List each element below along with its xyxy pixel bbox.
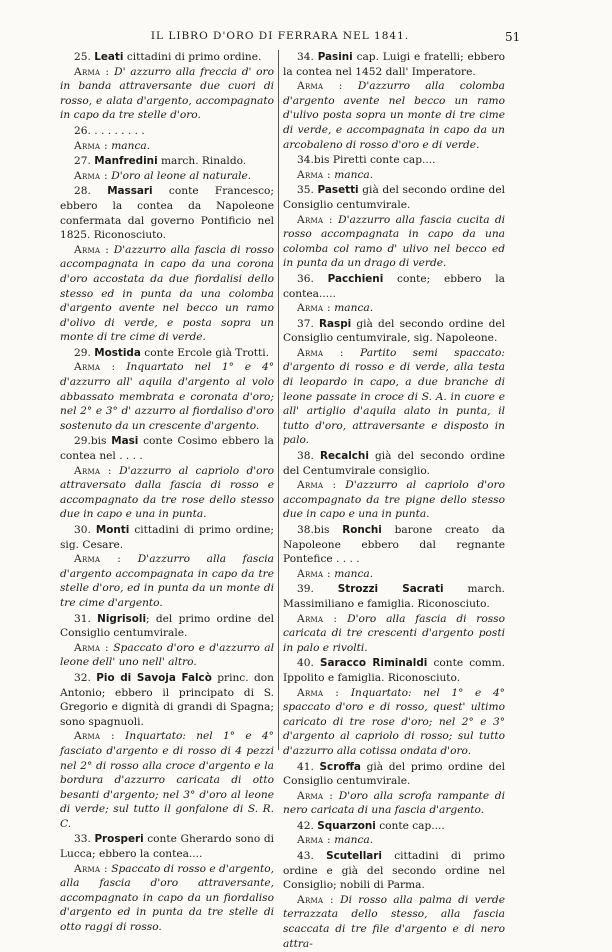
family-name: Saracco Riminaldi xyxy=(319,657,428,670)
family-name: Scutellari xyxy=(326,850,382,863)
coat-of-arms xyxy=(283,893,505,951)
blazon-text: D'azzurro alla fascia d'argento accompagnata in capo da tre stelle d'oro, ed in punta da un monte di tre cime d'argento. xyxy=(60,553,274,609)
arma-label: Arma : xyxy=(74,553,122,566)
entry-description: cap. Luigi e fratelli; ebbero la contea nel 1452 dall' Imperatore. xyxy=(283,51,506,78)
family-entry xyxy=(60,612,274,670)
blazon-text: Partito semi spaccato: d'argento di rosso e di verde, alla testa di leopardo in capo, a due branche di leone passate in croce di S. A. in cuore e all' artiglio d'aquila alato in punta, il tutto d'oro, attraversante e disposto in palo. xyxy=(283,346,505,447)
coat-of-arms xyxy=(283,686,505,759)
coat-of-arms xyxy=(283,168,505,183)
running-header: IL LIBRO D'ORO DI FERRARA NEL 1841. xyxy=(150,30,410,42)
entry-description: già del secondo ordine del Consiglio centumvirale, sig. Napoleone. xyxy=(283,317,506,345)
coat-of-arms xyxy=(283,213,505,271)
entry-description: barone creato da Napoleone ebbero dal regnante Pontefice . . . . xyxy=(283,524,505,566)
family-name: Raspi xyxy=(319,317,352,330)
family-entry xyxy=(283,760,505,818)
entry-number: 41. xyxy=(297,760,314,773)
coat-of-arms xyxy=(283,612,505,656)
family-entry xyxy=(60,523,274,611)
entry-heading xyxy=(283,50,505,79)
blazon-text: D'azzurro alla colomba d'argento avente nel becco un ramo d'ulivo posta sopra un monte di tre cime di verde, e accompagnata in capo da un arcobaleno di rosso d'oro e di verde. xyxy=(283,80,505,151)
entry-number: 33. xyxy=(74,833,91,846)
entry-heading xyxy=(283,317,505,346)
entry-description: conte Cosimo ebbero la contea nel . . . . xyxy=(60,435,274,463)
blazon-text: D'azzurro alla fascia di rosso accompagnata in capo da una corona d'oro accostata da due fiordalisi dello stesso ed in punta da una colomba d'argento avente nel becco un ramo d'olivo di verde, e posta sopra un monte di tre cime di verde. xyxy=(60,243,274,344)
family-entry xyxy=(60,346,274,434)
family-name: Prosperi xyxy=(94,833,144,846)
blazon-text: D'azzurro al capriolo d'oro accompagnato da tre pigne dello stesso due in capo e una in punta. xyxy=(283,479,505,521)
entry-description: ; del primo ordine del Consiglio centumvirale. xyxy=(60,612,275,640)
family-name: Pasini xyxy=(317,51,353,63)
coat-of-arms xyxy=(283,478,505,522)
entry-heading xyxy=(283,523,505,567)
entry-description: cittadini di primo ordine e già del secondo ordine nel Consiglio; nobili di Parma. xyxy=(283,850,505,892)
family-entry xyxy=(283,317,505,448)
entry-heading xyxy=(60,523,274,552)
arma-label: Arma : xyxy=(74,641,109,654)
entry-description: princ. don Antonio; ebbero il principato di S. Gregorio e dignità di grandi di Spagna; sono spagnuoli. xyxy=(60,671,274,728)
coat-of-arms xyxy=(60,169,274,184)
coat-of-arms xyxy=(283,567,505,582)
family-entry xyxy=(60,434,274,522)
entry-description: cittadini di primo ordine; sig. Cesare. xyxy=(60,524,274,551)
family-name: Recalchi xyxy=(319,450,369,463)
entry-description: march. Rinaldo. xyxy=(157,155,247,168)
arma-label: Arma : xyxy=(297,834,331,847)
family-entry xyxy=(60,124,274,153)
family-name: Nigrisoli xyxy=(97,612,146,625)
family-name: Pio di Savoja Falcò xyxy=(96,671,212,684)
family-entry xyxy=(283,582,505,655)
family-entry xyxy=(283,449,505,522)
entry-heading xyxy=(60,346,274,361)
family-name: Monti xyxy=(95,524,130,536)
entry-description: Piretti conte cap.... xyxy=(332,154,436,167)
entry-description: . . . . . . . . xyxy=(94,124,145,137)
coat-of-arms xyxy=(60,552,274,610)
coat-of-arms xyxy=(283,346,505,448)
family-name: Scroffa xyxy=(319,760,361,773)
family-entry xyxy=(283,819,505,848)
arma-label: Arma : xyxy=(297,893,334,906)
entry-description: conte; ebbero la contea..... xyxy=(283,272,505,300)
arma-label: Arma : xyxy=(297,567,331,580)
family-entry xyxy=(60,832,274,934)
arma-label: Arma : xyxy=(297,213,333,226)
entry-heading xyxy=(283,760,505,789)
entry-description: conte comm. Ippolito e famiglia. Riconosciuto. xyxy=(283,657,505,684)
entry-description: già del secondo ordine del Centumvirale consiglio. xyxy=(283,450,505,477)
blazon-text: Inquartato: nel 1° e 4° spaccato d'oro e di rosso, quest' ultimo caricato di tre rose d'oro; nel 2° e 3° d'argento al capriolo di rosso; sul tutto d'azzurro alla cotissa ondata d'oro. xyxy=(283,686,505,757)
arma-label: Arma : xyxy=(74,730,115,743)
entry-number: 35. xyxy=(297,184,314,197)
coat-of-arms xyxy=(283,833,505,848)
entry-heading xyxy=(283,449,505,478)
blazon-text: Di rosso alla palma di verde terrazzata dello stesso, alla fascia scaccata di tre file d'argento e di nero attra- xyxy=(283,893,505,950)
blazon-text: D'azzurro alla fascia cucita di rosso accompagnata in capo da una colomba col ramo d' ulivo nel becco ed in punta da un drago di verde. xyxy=(283,213,505,270)
blazon-text: D'oro alla fascia di rosso caricata di tre crescenti d'argento posti in palo e rivolti. xyxy=(283,612,505,654)
entry-number: 29. xyxy=(74,346,91,359)
entry-number: 34. xyxy=(297,51,314,63)
entry-heading xyxy=(60,671,274,729)
family-entry xyxy=(60,50,274,123)
entry-heading xyxy=(283,272,505,301)
coat-of-arms xyxy=(60,464,274,522)
entry-number: 32. xyxy=(74,671,91,684)
family-entry xyxy=(283,849,505,951)
family-entry xyxy=(283,523,505,581)
arma-label: Arma : xyxy=(74,243,110,256)
arma-label: Arma : xyxy=(297,789,334,802)
entry-number: 39. xyxy=(297,583,314,596)
entry-number: 30. xyxy=(74,524,91,536)
entry-number: 38.bis xyxy=(297,524,330,536)
family-entry xyxy=(60,671,274,832)
family-name: Ronchi xyxy=(342,524,382,536)
blazon-text: D'oro alla scrofa rampante di nero caricata di una fascia d'argento. xyxy=(283,789,505,817)
entry-number: 37. xyxy=(297,317,314,330)
family-name: Leati xyxy=(94,51,124,63)
entry-heading xyxy=(283,183,505,212)
coat-of-arms xyxy=(283,79,505,152)
entry-heading xyxy=(60,50,274,65)
blazon-text: manca. xyxy=(334,567,374,580)
entry-description: conte Ercole già Trotti. xyxy=(140,346,270,359)
coat-of-arms xyxy=(60,729,274,831)
entry-heading xyxy=(60,434,274,463)
family-entry xyxy=(283,183,505,271)
blazon-text: manca. xyxy=(334,302,374,315)
entry-heading xyxy=(60,832,274,861)
coat-of-arms xyxy=(60,139,274,154)
left-column xyxy=(60,50,274,936)
arma-label: Arma : xyxy=(297,686,340,699)
blazon-text: Inquartato nel 1° e 4° d'azzurro all' aquila d'argento al volo abbassato membrata e coronata d'oro; nel 2° e 3° d' azzurro al fiordaliso d'oro sostenuto da un crescente d'argento. xyxy=(60,361,274,432)
coat-of-arms xyxy=(283,301,505,316)
family-name: Manfredini xyxy=(94,155,158,168)
arma-label: Arma : xyxy=(74,862,108,875)
family-entry xyxy=(283,656,505,758)
entry-description: conte cap.... xyxy=(375,819,445,832)
entry-heading xyxy=(283,819,505,834)
blazon-text: Spaccato di rosso e d'argento, alla fascia d'oro attraversante, accompagnato in capo da un fiordaliso d'argento ed in punta da tre stelle di otto raggi di rosso. xyxy=(60,862,274,934)
family-name: Pasetti xyxy=(317,184,359,197)
entry-number: 36. xyxy=(297,272,314,285)
arma-label: Arma : xyxy=(297,80,343,93)
entry-number: 26. xyxy=(74,124,91,137)
blazon-text: Inquartato: nel 1° e 4° fasciato d'argento e di rosso di 4 pezzi nel 2° di rosso alla croce d'argento e la bordura d'azzurro caricata di otto besanti d'argento; nel 3° d'oro al leone di verde; sul tutto il gonfalone di S. R. C. xyxy=(60,730,274,830)
family-entry xyxy=(283,50,505,152)
arma-label: Arma : xyxy=(74,464,112,477)
entry-number: 34.bis xyxy=(297,154,330,167)
family-entry xyxy=(283,272,505,316)
family-entry xyxy=(60,184,274,345)
arma-label: Arma : xyxy=(74,361,116,374)
page-number: 51 xyxy=(505,30,521,44)
family-name: Mostida xyxy=(94,346,141,359)
coat-of-arms xyxy=(60,65,274,123)
entry-number: 29.bis xyxy=(74,435,107,448)
entry-number: 25. xyxy=(74,51,91,63)
entry-heading xyxy=(60,124,274,139)
entry-description: conte Francesco; ebbero la contea da Napoleone confermata dal governo Pontificio nel 1825. Riconosciuto. xyxy=(60,185,274,242)
entry-description: march. Massimiliano e famiglia. Riconosciuto. xyxy=(283,583,506,610)
blazon-text: manca. xyxy=(111,139,151,152)
arma-label: Arma : xyxy=(74,169,108,182)
entry-number: 31. xyxy=(74,612,91,625)
arma-label: Arma : xyxy=(297,479,337,492)
arma-label: Arma : xyxy=(297,346,344,359)
family-name: Pacchieni xyxy=(327,272,384,285)
family-name: Squarzoni xyxy=(317,819,376,832)
blazon-text: D' azzurro alla freccia d' oro in banda attraversante due cuori di rosso, e alata d'argento, accompagnato in capo da tre stelle d'oro. xyxy=(60,65,274,122)
entry-heading xyxy=(60,154,274,169)
family-name: Strozzi Sacrati xyxy=(337,583,444,596)
blazon-text: manca. xyxy=(334,168,374,181)
entry-description: conte Gherardo sono di Lucca; ebbero la contea.... xyxy=(60,833,274,861)
entry-heading xyxy=(283,582,505,611)
entry-number: 43. xyxy=(297,850,314,863)
entry-description: già del primo ordine del Consiglio centumvirale. xyxy=(283,760,506,788)
family-entry xyxy=(60,154,274,183)
entry-number: 38. xyxy=(297,450,314,463)
entry-heading xyxy=(283,153,505,168)
entry-heading xyxy=(60,184,274,242)
arma-label: Arma : xyxy=(297,168,331,181)
coat-of-arms xyxy=(283,789,505,818)
entry-heading xyxy=(60,612,274,641)
family-entry xyxy=(283,153,505,182)
entry-description: cittadini di primo ordine. xyxy=(123,51,262,63)
blazon-text: D'azzurro al capriolo d'oro attraversato dalla fascia di rosso e accompagnato da tre rose dello stesso due in capo e una in punta. xyxy=(60,464,274,521)
family-name: Massari xyxy=(107,185,153,198)
coat-of-arms xyxy=(60,641,274,670)
column-divider xyxy=(278,50,279,750)
arma-label: Arma : xyxy=(74,139,108,152)
blazon-text: manca. xyxy=(334,834,374,847)
right-column xyxy=(283,50,505,952)
entry-heading xyxy=(283,849,505,893)
coat-of-arms xyxy=(60,243,274,345)
blazon-text: Spaccato d'oro e d'azzurro al leone dell' uno nell' altro. xyxy=(60,641,274,669)
family-name: Masi xyxy=(111,435,139,448)
arma-label: Arma : xyxy=(297,612,338,625)
entry-number: 28. xyxy=(74,185,91,198)
entry-heading xyxy=(283,656,505,685)
arma-label: Arma : xyxy=(297,302,331,315)
coat-of-arms xyxy=(60,360,274,433)
entry-number: 40. xyxy=(297,657,314,670)
entry-number: 42. xyxy=(297,819,314,832)
entry-number: 27. xyxy=(74,155,91,168)
coat-of-arms xyxy=(60,862,274,935)
arma-label: Arma : xyxy=(74,65,110,78)
entry-description: già del secondo ordine del Consiglio centumvirale. xyxy=(283,184,505,211)
blazon-text: D'oro al leone al naturale. xyxy=(111,169,252,182)
